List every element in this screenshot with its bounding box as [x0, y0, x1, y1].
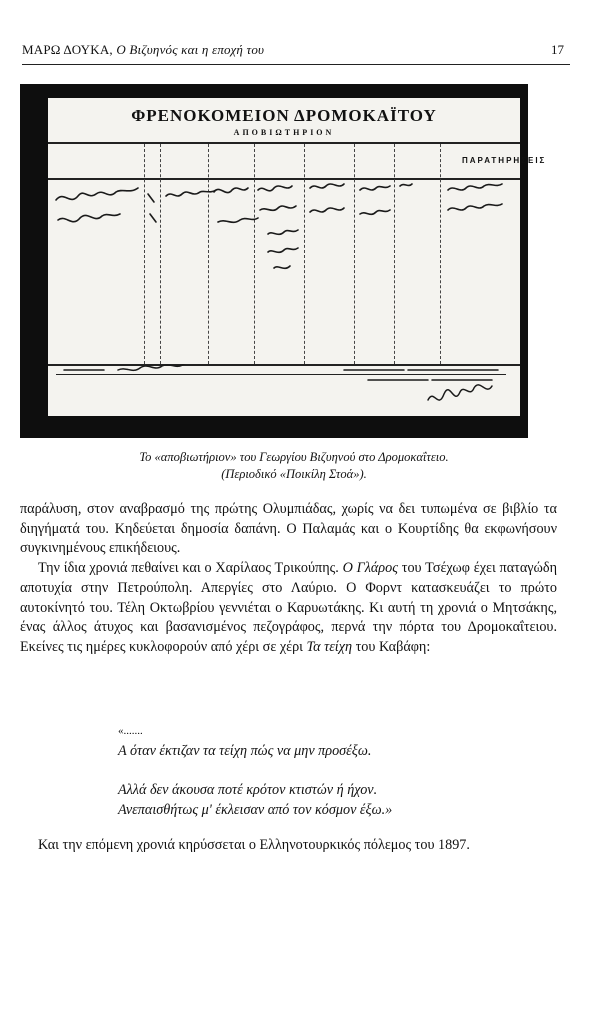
text-run: του Καβάφη: [352, 638, 431, 655]
author-name: ΜΑΡΩ ΔΟΥΚΑ, [22, 42, 113, 57]
signature-scribbles [48, 364, 520, 416]
asylum-record-document [48, 98, 547, 416]
caption-line: Το «αποβιωτήριον» του Γεωργίου Βιζυηνού στο Δρομοκαΐτειο. [139, 450, 449, 464]
poem-line: Ανεπαισθήτως μ' έκλεισαν από τον κόσμον έξω.» [118, 802, 393, 819]
running-head [22, 42, 264, 58]
work-title: Ο Γλάρος [342, 560, 398, 577]
page-number: 17 [551, 42, 564, 57]
poem-line: Α όταν έκτιζαν τα τείχη πώς να μην προσέξω. [118, 742, 372, 759]
document-subtitle: ΑΠΟΒΙΩΤΗΡΙΟΝ [233, 128, 335, 137]
record-table [48, 142, 547, 366]
poem-line: Αλλά δεν άκουσα ποτέ κρότον κτιστών ή ήχον. [118, 782, 378, 799]
text-run: Την ίδια χρονιά πεθαίνει και ο Χαρίλαος Τρικούπης. [38, 560, 343, 577]
book-title: Ο Βιζυηνός και η εποχή του [116, 42, 265, 57]
remarks-column-header: ΠΑΡΑΤΗΡΗΣΕΙΣ [462, 156, 547, 165]
stanza-gap [118, 761, 538, 781]
caption-source: (Περιοδικό «Ποικίλη Στοά»). [221, 467, 367, 481]
handwriting-scribbles [48, 144, 520, 364]
work-title: Τα τείχη [306, 638, 353, 655]
document-title: ΦΡΕΝΟΚΟΜΕΙΟΝ ΔΡΟΜΟΚΑΪΤΟΥ [131, 106, 437, 125]
text-run: του Τσέχωφ έχει παταγώδη αποτυχία στην Πετρούπολη. Απεργίες στο Λαύριο. Ο Φορντ κατασκευάζει το πρώτο αυτοκίνητό του. Τέλη Οκτωβρίου γεννιέται ο Καρυωτάκης. Κι αυτή τη χρονιά ο Μητσάκης, ένας άλλος άτυχος και βασανισμένος πεζογράφος, περνά την πόρτα του Δρομοκαΐτειου. Εκείνες τις ημέρες κυκλοφορούν από χέρι σε χέρι [20, 560, 558, 655]
document-scan-figure [20, 84, 547, 438]
closing-paragraph [20, 836, 557, 856]
poem-ellipsis: «....... [118, 725, 143, 737]
poem-quote [118, 722, 538, 821]
figure-caption [20, 449, 568, 483]
paragraph [20, 559, 557, 658]
paragraph: παράλυση, στον αναβρασμό της πρώτης Ολυμπιάδας, χωρίς να δει τυπωμένα σε βιβλίο τα διηγήματά του. Κηδεύεται δημοσία δαπάνη. Ο Παλαμάς και ο Κουρτίδης θα εκφωνήσουν συγκινημένους επικήδειους. [20, 501, 557, 557]
body-text [20, 500, 557, 658]
page-header [22, 40, 570, 65]
paragraph: Και την επόμενη χρονιά κηρύσσεται ο Ελληνοτουρκικός πόλεμος του 1897. [38, 837, 470, 853]
